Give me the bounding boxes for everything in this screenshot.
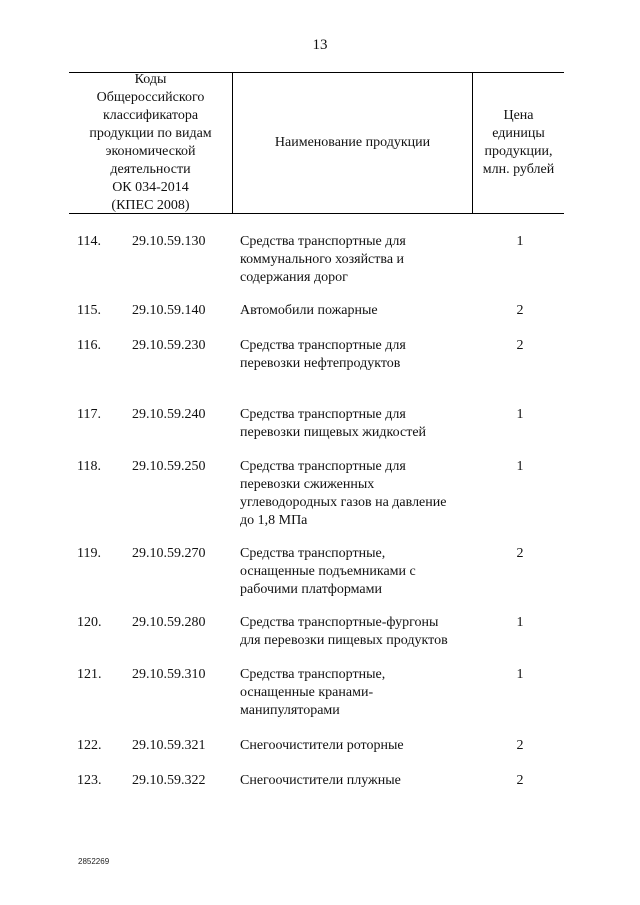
row-price: 1 [516, 667, 524, 682]
row-code: 29.10.59.270 [132, 546, 206, 561]
row-code: 29.10.59.130 [132, 234, 206, 249]
row-price: 2 [516, 773, 524, 788]
row-price: 1 [516, 459, 524, 474]
row-price: 2 [516, 546, 524, 561]
row-code: 29.10.59.140 [132, 303, 206, 318]
row-number: 120. [77, 615, 102, 630]
row-number: 119. [77, 546, 101, 561]
document-footer-code: 2852269 [78, 857, 110, 866]
row-number: 123. [77, 773, 102, 788]
row-price: 1 [516, 407, 524, 422]
row-code: 29.10.59.240 [132, 407, 206, 422]
row-name: Снегоочистители плужные [240, 773, 401, 788]
row-number: 118. [77, 459, 101, 474]
row-code: 29.10.59.280 [132, 615, 206, 630]
row-code: 29.10.59.322 [132, 773, 206, 788]
row-price: 2 [516, 303, 524, 318]
row-number: 114. [77, 234, 101, 249]
row-name: Средства транспортные, оснащенные подъемниками с рабочими платформами [240, 546, 416, 597]
page-number: 13 [312, 37, 328, 53]
row-name: Снегоочистители роторные [240, 738, 404, 753]
row-name: Средства транспортные для перевозки пищевых жидкостей [240, 407, 427, 440]
row-price: 1 [516, 615, 524, 630]
row-code: 29.10.59.250 [132, 459, 206, 474]
row-number: 121. [77, 667, 102, 682]
row-name: Средства транспортные для коммунального хозяйства и содержания дорог [240, 234, 406, 285]
row-code: 29.10.59.321 [132, 738, 206, 753]
row-number: 117. [77, 407, 101, 422]
header-name-column: Наименование продукции [274, 135, 431, 150]
row-name: Средства транспортные для перевозки сжиженных углеводородных газов на давление до 1,8 МПа [240, 459, 447, 528]
row-name: Средства транспортные-фургоны для перевозки пищевых продуктов [240, 615, 448, 648]
row-code: 29.10.59.230 [132, 338, 206, 353]
header-price-column: Цена единицы продукции, млн. рублей [482, 108, 555, 177]
row-name: Автомобили пожарные [240, 303, 378, 318]
row-number: 115. [77, 303, 101, 318]
row-code: 29.10.59.310 [132, 667, 206, 682]
row-price: 1 [516, 234, 524, 249]
row-name: Средства транспортные, оснащенные кранами- манипуляторами [240, 667, 386, 718]
row-number: 116. [77, 338, 101, 353]
row-number: 122. [77, 738, 102, 753]
row-price: 2 [516, 738, 524, 753]
row-name: Средства транспортные для перевозки нефтепродуктов [240, 338, 406, 371]
row-price: 2 [516, 338, 524, 353]
header-code-column: Коды Общероссийского классификатора продукции по видам экономической деятельности ОК 034-2014 (КПЕС 2008) [89, 72, 212, 213]
